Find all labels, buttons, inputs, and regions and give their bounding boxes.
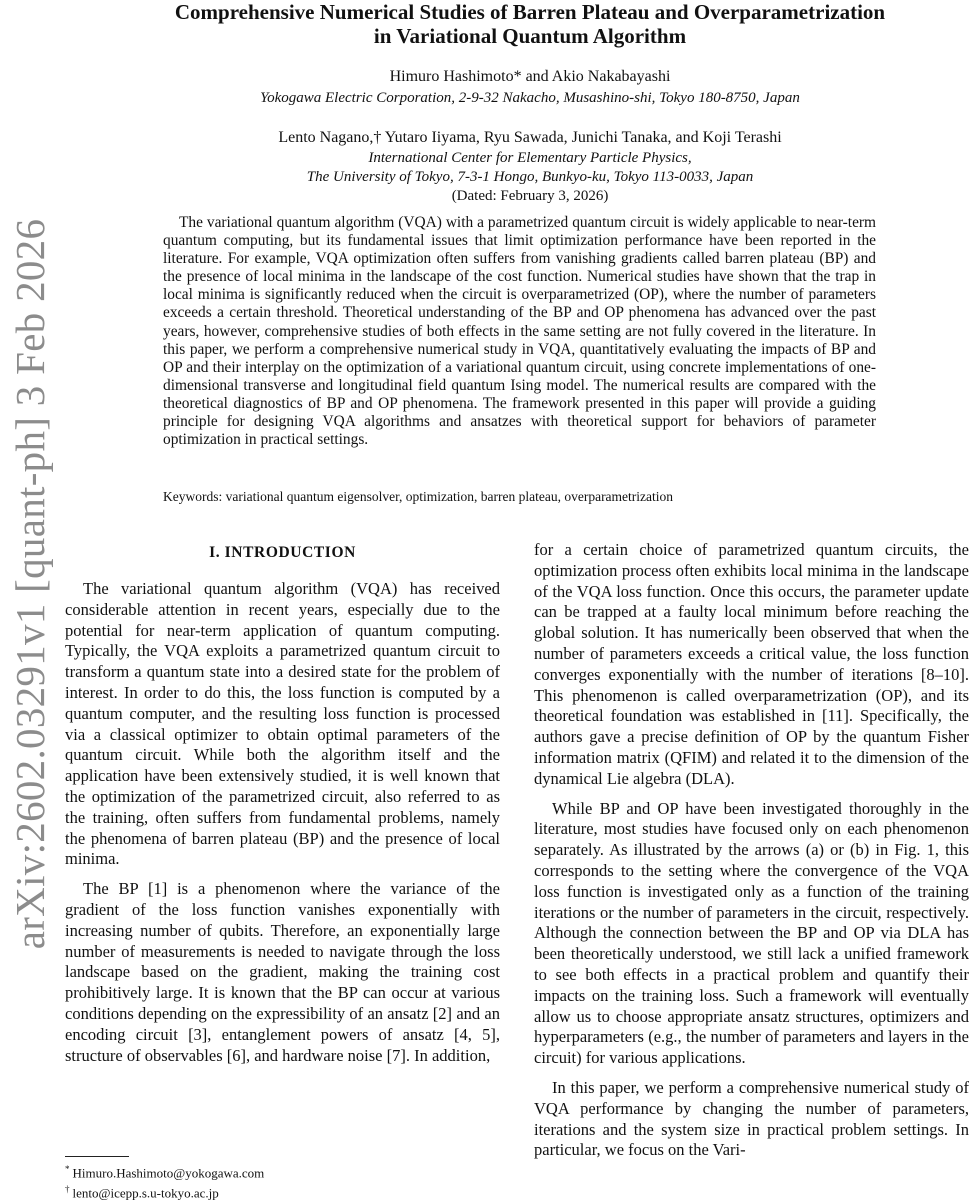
title-line-2: in Variational Quantum Algorithm bbox=[373, 24, 687, 48]
abstract: The variational quantum algorithm (VQA) with a parametrized quantum circuit is widely applicable to near-term quantum computing, but its fundamental issues that limit optimization performance have been reported in the literature. For example, VQA optimization often suffers from vanishing gradients called barren plateau (BP) and the presence of local minima in the landscape of the cost function. Numerical studies have shown that the trap in local minima is significantly reduced when the circuit is overparametrized (OP), where the number of parameters exceeds a certain threshold. Theoretical understanding of the BP and OP phenomena has advanced over the past years, however, comprehensive studies of both effects in the same setting are not fully covered in the literature. In this paper, we perform a comprehensive numerical study in VQA, quantitatively evaluating the impacts of BP and OP and their interplay on the optimization of a variational quantum circuit, using concrete implementations of one-dimensional transverse and longitudinal field quantum Ising model. The numerical results are compared with the theoretical diagnostics of BP and OP phenomena. The framework presented in this paper will provide a guiding principle for designing VQA algorithms and ansatzes with theoretical support for behaviors of parameter optimization in practical settings. bbox=[163, 214, 876, 449]
paper-title bbox=[95, 0, 965, 48]
intro-paragraph-1: The variational quantum algorithm (VQA) has received considerable attention in recent years, especially due to the potential for near-term application of quantum computing. Typically, the VQA exploits a parametrized quantum circuit to transform a quantum state into a desired state for the problem of interest. In order to do this, the loss function is computed by a quantum computer, and the resulting loss function is processed via a classical optimizer to obtain optimal parameters of the quantum circuit. While both the algorithm itself and the application have been extensively studied, it is well known that the optimization of the parametrized circuit, also referred to as the training, often suffers from fundamental problems, namely the phenomena of barren plateau (BP) and the presence of local minima. bbox=[65, 579, 500, 869]
arxiv-sidebar bbox=[0, 0, 60, 1200]
intro-paragraph-3: for a certain choice of parametrized quantum circuits, the optimization process often exhibits local minima in the landscape of the VQA loss function. Once this occurs, the parameter update can be trapped at a faulty local minimum before reaching the global solution. It has numerically been observed that when the number of parameters exceeds a critical value, the loss function converges exponentially with the number of iterations [8–10]. This phenomenon is called overparametrization (OP), and its theoretical foundation was established in [11]. Specifically, the authors gave a precise definition of OP by the quantum Fisher information matrix (QFIM) and related it to the dimension of the dynamical Lie algebra (DLA). bbox=[534, 540, 969, 788]
keywords: Keywords: variational quantum eigensolver, optimization, barren plateau, overparametrization bbox=[163, 489, 674, 504]
title-line-1: Comprehensive Numerical Studies of Barren Plateau and Overparametrization bbox=[174, 0, 886, 24]
section-heading-introduction: I. INTRODUCTION bbox=[209, 544, 356, 561]
authors-group-1: Himuro Hashimoto* and Akio Nakabayashi bbox=[389, 68, 671, 85]
footnote-1-email: Himuro.Hashimoto@yokogawa.com bbox=[72, 1165, 265, 1181]
footnote-1-mark: * bbox=[65, 1164, 70, 1174]
intro-paragraph-2: The BP [1] is a phenomenon where the variance of the gradient of the loss function vanishes exponentially with increasing number of qubits. Therefore, an exponentially large number of measurements is needed to navigate through the loss landscape based on the gradient, making the training cost prohibitively large. It is known that the BP can occur at various conditions depending on the expressibility of an ansatz [2] and an encoding circuit [3], entanglement powers of ansatz [4, 5], structure of observables [6], and hardware noise [7]. In addition, bbox=[65, 879, 500, 1065]
footnote-2-email: lento@icepp.s.u-tokyo.ac.jp bbox=[72, 1185, 219, 1201]
footnotes bbox=[65, 1161, 500, 1202]
affiliation-1: Yokogawa Electric Corporation, 2-9-32 Nakacho, Musashino-shi, Tokyo 180-8750, Japan bbox=[260, 90, 800, 106]
body-column-right bbox=[534, 540, 969, 1161]
authors-group-2: Lento Nagano,† Yutaro Iiyama, Ryu Sawada, Junichi Tanaka, and Koji Terashi bbox=[278, 129, 782, 146]
intro-paragraph-4: While BP and OP have been investigated thoroughly in the literature, most studies have focused only on each phenomenon separately. As illustrated by the arrows (a) or (b) in Fig. 1, this corresponds to the setting where the convergence of the VQA loss function is investigated only as a function of the training iterations or the number of parameters in the circuit, respectively. Although the connection between the BP and OP via DLA has been theoretically understood, we still lack a unified framework to see both effects in a practical problem and quantify their impacts on the training loss. Such a framework will eventually allow us to choose appropriate ansatz structures, optimizers and hyperparameters (e.g., the number of parameters and layers in the circuit) for various applications. bbox=[534, 798, 969, 1068]
footnote-divider bbox=[65, 1156, 129, 1157]
dated-line: (Dated: February 3, 2026) bbox=[451, 188, 609, 204]
body-column-left bbox=[65, 540, 500, 1066]
affiliation-2-line-1: International Center for Elementary Particle Physics, bbox=[368, 150, 692, 166]
footnote-1 bbox=[65, 1161, 500, 1181]
intro-paragraph-5: In this paper, we perform a comprehensive numerical study of VQA performance by changing the number of parameters, iterations and the system size in practical problem settings. In particular, we focus on the Vari- bbox=[534, 1077, 969, 1160]
footnote-2 bbox=[65, 1181, 500, 1201]
footnote-2-mark: † bbox=[65, 1184, 70, 1195]
arxiv-identifier: arXiv:2602.03291v1 [quant-ph] 3 Feb 2026 bbox=[7, 218, 53, 950]
affiliation-2-line-2: The University of Tokyo, 7-3-1 Hongo, Bunkyo-ku, Tokyo 113-0033, Japan bbox=[306, 169, 754, 185]
